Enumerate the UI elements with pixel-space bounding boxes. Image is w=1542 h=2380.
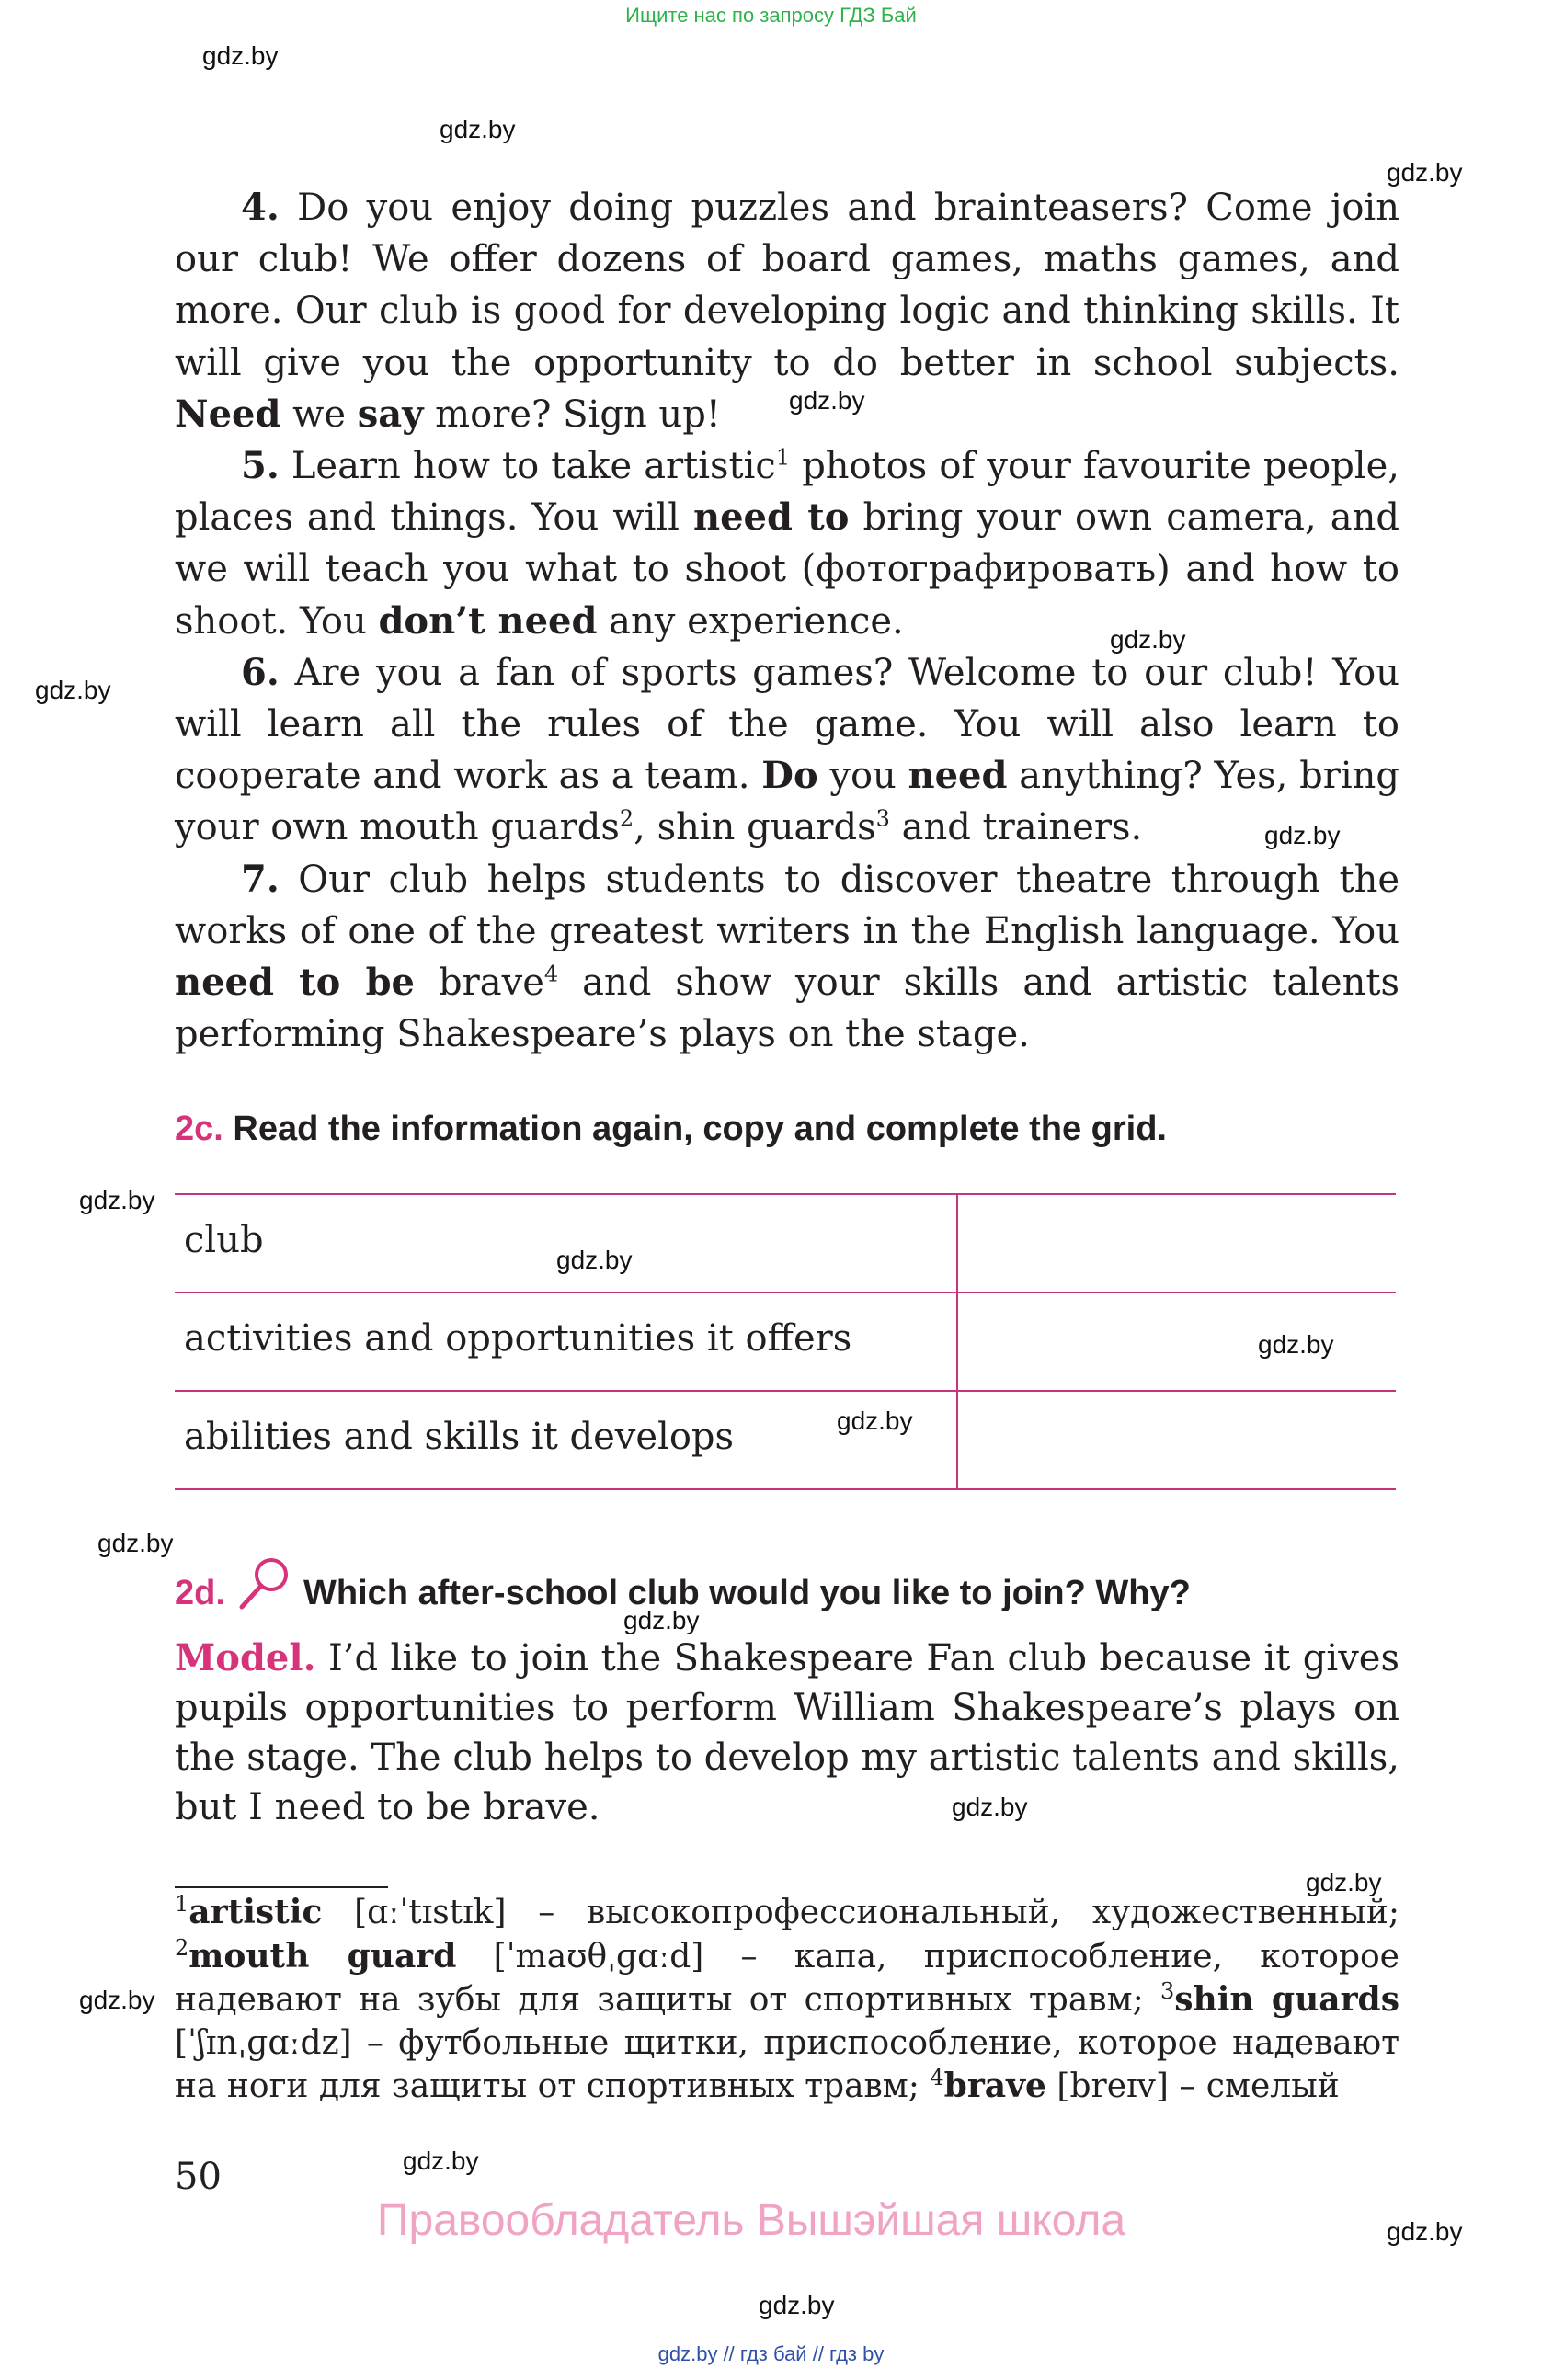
text: Are you a fan of sports games? Welcome to our club! You will learn all the rules of the game. You will also learn to cooperate and work as a team. [175,651,1399,798]
bold-word: Do [761,754,818,798]
bold-word: Need [175,392,281,436]
watermark: gdz.by [97,1529,174,1557]
footnote-definition: [ɑːˈtɪstɪk] – высокопрофессиональный, художественный; [322,1894,1399,1931]
footnote-definition: [ˈmaʊθˌɡɑːd] – капа, приспособление, которое надевают на зубы для защиты от спортивных травм; [175,1937,1399,2019]
footnote-number: 4 [930,2065,944,2090]
footnote-word: brave [943,2067,1046,2105]
grid-row [175,1292,1396,1390]
watermark: gdz.by [1258,1330,1334,1359]
footnote-ref: 2 [619,806,634,833]
watermark: gdz.by [759,2291,835,2319]
task-text: Read the information again, copy and complete the grid. [223,1110,1167,1148]
grid-divider [956,1195,958,1292]
watermark: gdz.by [79,1186,155,1214]
watermark: gdz.by [556,1246,633,1274]
club-descriptions [175,182,1399,1060]
bold-word: say [357,392,424,436]
watermark: gdz.by [623,1606,700,1634]
grid-label: activities and opportunities it offers [184,1317,852,1360]
paragraph-number: 6. [241,650,280,694]
bold-word: don’t need [378,598,598,643]
footnote-number: 1 [175,1891,189,1917]
footnote-definition: [breɪv] – смелый [1045,2067,1340,2105]
watermark: gdz.by [1306,1868,1382,1896]
bottom-links[interactable]: gdz.by // гдз бай // гдз by [657,2342,885,2365]
text: brave [415,962,544,1005]
footnote-ref: 4 [543,961,559,987]
model-text: I’d like to join the Shakespeare Fan club because it gives pupils opportunities to perform William Shakespeare’s plays on the stage. The club helps to develop my artistic talents and skills, but I need to be brave. [175,1637,1399,1828]
grid-row [175,1193,1396,1292]
paragraph-4 [175,182,1399,440]
paragraph-number: 5. [241,444,280,488]
footnote-ref: 1 [775,444,791,471]
watermark: gdz.by [1387,2217,1463,2246]
paragraph-number: 4. [241,186,280,229]
paragraph-5 [175,440,1399,647]
task-text: Which after-school club would you like to join? Why? [303,1574,1191,1612]
paragraph-number: 7. [241,857,280,901]
text: more? Sign up! [423,393,721,436]
text: we [280,393,358,436]
text: and trainers. [889,806,1143,849]
watermark: gdz.by [440,115,516,143]
footnotes [175,1891,1399,2109]
model-answer [175,1634,1399,1832]
text: you [817,755,908,798]
footnote-word: artistic [188,1893,323,1931]
task-number: 2d. [175,1574,225,1612]
text: , shin guards [634,806,876,849]
watermark: gdz.by [1110,625,1186,654]
text: anything? Yes, bring your own mouth guards [175,755,1400,849]
model-label: Model. [175,1636,316,1680]
task-2c-heading [175,1110,1167,1149]
completion-grid [175,1193,1396,1490]
watermark: gdz.by [35,676,111,704]
watermark: gdz.by [79,1986,155,2014]
footnote-ref: 3 [875,806,890,833]
text: bring your own camera, and we will teach you what to shoot (фотографировать) and how to shoot. You [175,496,1400,643]
task-2d-heading [175,1556,1191,1613]
bold-word: need to [693,495,850,540]
grid-row [175,1390,1396,1490]
watermark: gdz.by [1387,158,1463,187]
text: Our club helps students to discover theatre through the works of one of the greatest writers in the English language. You [175,858,1399,952]
footnote-word: shin guards [1174,1980,1399,2019]
footnote-definition: [ˈʃɪnˌɡɑːdz] – футбольные щитки, приспособление, которое надевают на ноги для защиты от спортивных травм; [175,2023,1399,2105]
page-number: 50 [175,2156,222,2198]
grid-label: club [184,1219,264,1261]
watermark: gdz.by [202,41,279,70]
paragraph-7 [175,854,1399,1061]
watermark: gdz.by [837,1406,913,1435]
bold-word: need [908,754,1008,798]
grid-divider [956,1293,958,1390]
grid-label: abilities and skills it develops [184,1416,735,1458]
grid-divider [956,1392,958,1488]
footnote-number: 3 [1159,1978,1175,2004]
watermark: gdz.by [952,1793,1028,1821]
task-number: 2c. [175,1110,223,1148]
text: and show your skills and artistic talents performing Shakespeare’s plays on the stage. [175,962,1399,1056]
text: any experience. [597,599,904,643]
text: Learn how to take artistic [279,445,776,488]
footnote-word: mouth guard [188,1936,457,1976]
top-search-note: Ищите нас по запросу ГДЗ Бай [625,4,917,27]
watermark: gdz.by [789,386,865,415]
footnote-number: 2 [175,1934,189,1961]
footnote-divider [175,1886,388,1888]
bold-word: need to be [175,961,415,1005]
text: photos of your favourite people, places and things. You will [175,445,1399,540]
rights-holder: Правообладатель Вышэйшая школа [377,2196,1126,2245]
paragraph-6 [175,647,1399,854]
watermark: gdz.by [1264,821,1341,849]
text: Do you enjoy doing puzzles and brainteasers? Come join our club! We offer dozens of board games, maths games, and more. Our club is good for developing logic and thinking skills. It will give you the opportunity to do better in school subjects. [175,187,1399,384]
watermark: gdz.by [403,2147,479,2175]
magnifier-icon [234,1556,293,1608]
